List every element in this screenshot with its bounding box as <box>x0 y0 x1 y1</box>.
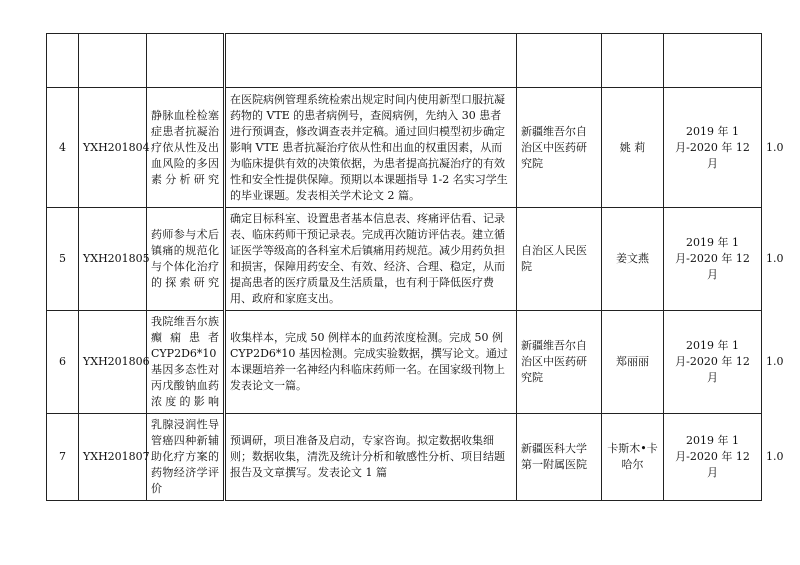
project-period: 2019 年 1 月-2020 年 12 月 <box>664 311 762 414</box>
project-code: YXH201805 <box>79 208 147 311</box>
project-unit: 新疆维吾尔自治区中医药研究院 <box>517 88 602 208</box>
row-number: 5 <box>47 208 79 311</box>
project-content: 确定目标科室、设置患者基本信息表、疼痛评估看、记录表、临床药师干预记录表。完成再次随访评估表。建立循证医学等级高的各科室术后镇痛用药规范。减少用药负担和损害，保障用药安全、有效、经济、合理、稳定，从而提高患者的医疗质量及生活质量，也有利于降低医疗费用、政府和家庭支出。 <box>225 208 517 311</box>
project-leader: 姜文燕 <box>602 208 664 311</box>
project-unit: 新疆医科大学第一附属医院 <box>517 414 602 501</box>
project-code <box>79 34 147 88</box>
row-number: 7 <box>47 414 79 501</box>
table-row: 4 YXH201804 静脉血栓检塞症患者抗凝治疗依从性及出血风险的多因素分析研究 在医院病例管理系统检索出规定时间内使用新型口服抗凝药物的 VTE 的患者病例号，查阅病例，先纳入 30 患者进行预调查，修改调查表并定稿。通过回归模型初步确定影响 VTE 患者抗凝治疗依从性和出血的权重因素，从而为临床提供有效的决策依据，为患者提高抗凝治疗的有效性和安全性提供保障。预期以本课题指导 1-2 名实习学生的毕业课题。发表相关学术论文 2 篇。 新疆维吾尔自治区中医药研究院 姚 莉 2019 年 1 月-2020 年 12 月 1.0 <box>47 88 762 208</box>
project-content: 预调研，项目准备及启动，专家咨询。拟定数据收集细则；数据收集，清洗及统计分析和敏感性分析、项目结题报告及文章撰写。发表论文 1 篇 <box>225 414 517 501</box>
table-row <box>47 34 762 88</box>
table-row: 6 YXH201806 我院维吾尔族癫痫患者CYP2D6*10基因多态性对丙戊酸钠血药浓度的影响 收集样本，完成 50 例样本的血药浓度检测。完成 50 例 CYP2D6*10 基因检测。完成实验数据，撰写论文。通过本课题培养一名神经内科临床药师一名。在国家级刊物上发表论文一篇。 新疆维吾尔自治区中医药研究院 郑丽丽 2019 年 1 月-2020 年 12 月 1.0 <box>47 311 762 414</box>
project-content <box>225 34 517 88</box>
project-period: 2019 年 1 月-2020 年 12 月 <box>664 414 762 501</box>
project-title: 药师参与术后镇痛的规范化与个体化治疗的探索研究 <box>147 208 225 311</box>
project-content: 收集样本，完成 50 例样本的血药浓度检测。完成 50 例 CYP2D6*10 基因检测。完成实验数据，撰写论文。通过本课题培养一名神经内科临床药师一名。在国家级刊物上发表论文一篇。 <box>225 311 517 414</box>
project-content: 在医院病例管理系统检索出规定时间内使用新型口服抗凝药物的 VTE 的患者病例号，查阅病例，先纳入 30 患者进行预调查，修改调查表并定稿。通过回归模型初步确定影响 VTE 患者抗凝治疗依从性和出血的权重因素，从而为临床提供有效的决策依据，为患者提高抗凝治疗的有效性和安全性提供保障。预期以本课题指导 1-2 名实习学生的毕业课题。发表相关学术论文 2 篇。 <box>225 88 517 208</box>
project-leader <box>602 34 664 88</box>
table-row: 5 YXH201805 药师参与术后镇痛的规范化与个体化治疗的探索研究 确定目标科室、设置患者基本信息表、疼痛评估看、记录表、临床药师干预记录表。完成再次随访评估表。建立循证医学等级高的各科室术后镇痛用药规范。减少用药负担和损害，保障用药安全、有效、经济、合理、稳定，从而提高患者的医疗质量及生活质量，也有利于降低医疗费用、政府和家庭支出。 自治区人民医院 姜文燕 2019 年 1 月-2020 年 12 月 1.0 <box>47 208 762 311</box>
project-title <box>147 34 225 88</box>
project-code: YXH201804 <box>79 88 147 208</box>
project-period <box>664 34 762 88</box>
project-table <box>46 33 784 501</box>
project-unit: 新疆维吾尔自治区中医药研究院 <box>517 311 602 414</box>
project-title: 我院维吾尔族癫痫患者CYP2D6*10基因多态性对丙戊酸钠血药浓度的影响 <box>147 311 225 414</box>
project-unit <box>517 34 602 88</box>
project-period: 2019 年 1 月-2020 年 12 月 <box>664 208 762 311</box>
row-number <box>47 34 79 88</box>
row-number: 6 <box>47 311 79 414</box>
project-title: 乳腺浸润性导管癌四种新辅助化疗方案的药物经济学评价 <box>147 414 225 501</box>
project-leader: 郑丽丽 <box>602 311 664 414</box>
row-number: 4 <box>47 88 79 208</box>
project-title: 静脉血栓检塞症患者抗凝治疗依从性及出血风险的多因素分析研究 <box>147 88 225 208</box>
project-period: 2019 年 1 月-2020 年 12 月 <box>664 88 762 208</box>
project-code: YXH201806 <box>79 311 147 414</box>
table-row: 7 YXH201807 乳腺浸润性导管癌四种新辅助化疗方案的药物经济学评价 预调研，项目准备及启动，专家咨询。拟定数据收集细则；数据收集，清洗及统计分析和敏感性分析、项目结题报告及文章撰写。发表论文 1 篇 新疆医科大学第一附属医院 卡斯木•卡哈尔 2019 年 1 月-2020 年 12 月 1.0 <box>47 414 762 501</box>
project-unit: 自治区人民医院 <box>517 208 602 311</box>
project-leader: 卡斯木•卡哈尔 <box>602 414 664 501</box>
project-leader: 姚 莉 <box>602 88 664 208</box>
project-code: YXH201807 <box>79 414 147 501</box>
